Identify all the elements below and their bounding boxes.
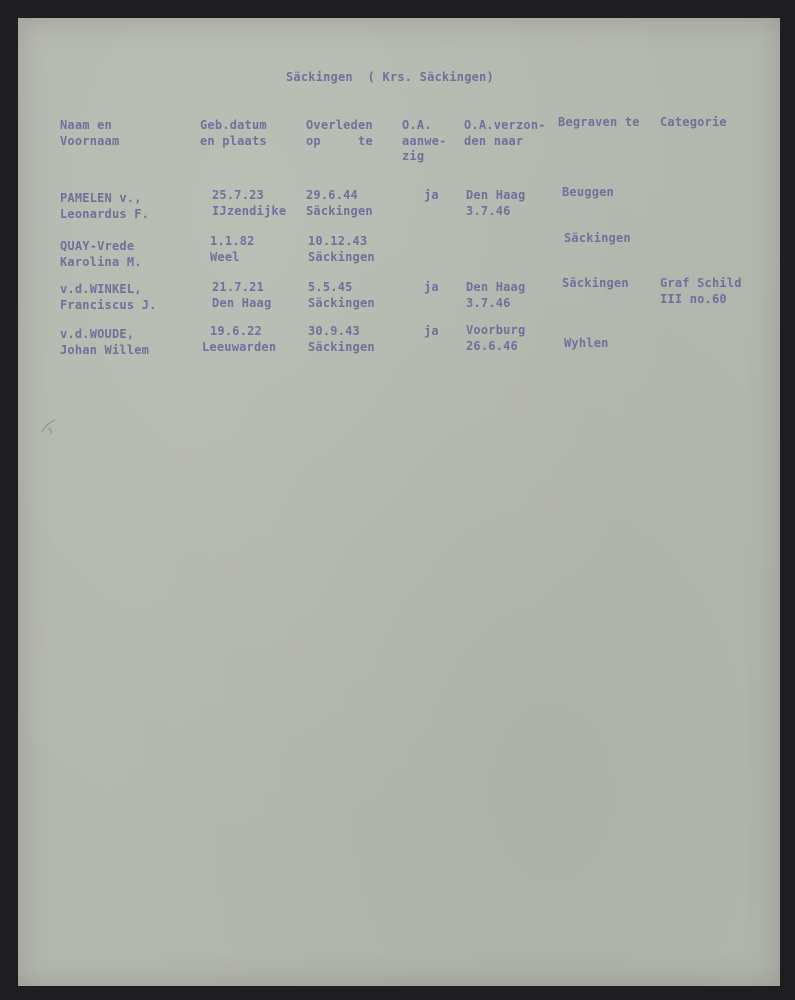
table-row-4-name-line2: Johan Willem bbox=[60, 343, 150, 357]
table-row-1-oa-sent-line2: 3.7.46 bbox=[466, 204, 511, 218]
table-row-3-oa-sent-line2: 3.7.46 bbox=[466, 296, 511, 310]
table-row-1-death-date: 29.6.44 bbox=[306, 188, 358, 202]
table-row-3-oa-sent-line1: Den Haag bbox=[466, 280, 526, 294]
header-category: Categorie bbox=[660, 115, 727, 129]
table-row-4-oa-present: ja bbox=[424, 324, 439, 338]
header-oa-present-line3: zig bbox=[402, 149, 425, 163]
header-buried: Begraven te bbox=[558, 115, 640, 129]
table-row-1-birth-date: 25.7.23 bbox=[212, 188, 264, 202]
table-row-4-death-date: 30.9.43 bbox=[308, 324, 360, 338]
table-row-1-buried: Beuggen bbox=[562, 185, 614, 199]
header-oa-sent-line1: O.A.verzon- bbox=[464, 118, 546, 132]
table-row-2-name-line1: QUAY-Vrede bbox=[60, 239, 135, 253]
header-death-line2: op te bbox=[306, 134, 373, 148]
header-birth-line1: Geb.datum bbox=[200, 118, 267, 132]
table-row-1-name-line1: PAMELEN v., bbox=[60, 191, 142, 205]
table-row-3-category-line2: III no.60 bbox=[660, 292, 727, 306]
table-row-4-oa-sent-line1: Voorburg bbox=[466, 323, 526, 337]
table-row-1-name-line2: Leonardus F. bbox=[60, 207, 150, 221]
header-oa-present-line2: aanwe- bbox=[402, 134, 447, 148]
table-row-4-buried: Wyhlen bbox=[564, 336, 609, 350]
table-row-3-name-line2: Franciscus J. bbox=[60, 298, 157, 312]
table-row-3-death-place: Säckingen bbox=[308, 296, 375, 310]
pencil-mark-icon bbox=[38, 416, 60, 438]
table-row-3-death-date: 5.5.45 bbox=[308, 280, 353, 294]
table-row-3-category-line1: Graf Schild bbox=[660, 276, 742, 290]
table-row-2-death-place: Säckingen bbox=[308, 250, 375, 264]
table-row-3-buried: Säckingen bbox=[562, 276, 629, 290]
header-name-line1: Naam en bbox=[60, 118, 112, 132]
table-row-2-birth-place: Weel bbox=[210, 250, 240, 264]
header-name-line2: Voornaam bbox=[60, 134, 120, 148]
table-row-4-name-line1: v.d.WOUDE, bbox=[60, 327, 135, 341]
table-row-4-birth-date: 19.6.22 bbox=[210, 324, 262, 338]
page-title: Säckingen ( Krs. Säckingen) bbox=[286, 70, 494, 84]
header-death-line1: Overleden bbox=[306, 118, 373, 132]
table-row-1-oa-present: ja bbox=[424, 188, 439, 202]
header-oa-sent-line2: den naar bbox=[464, 134, 524, 148]
table-row-2-birth-date: 1.1.82 bbox=[210, 234, 255, 248]
table-row-1-death-place: Säckingen bbox=[306, 204, 373, 218]
document-page bbox=[18, 18, 780, 986]
header-oa-present-line1: O.A. bbox=[402, 118, 432, 132]
table-row-1-oa-sent-line1: Den Haag bbox=[466, 188, 526, 202]
table-row-3-birth-place: Den Haag bbox=[212, 296, 272, 310]
table-row-2-name-line2: Karolina M. bbox=[60, 255, 142, 269]
table-row-4-death-place: Säckingen bbox=[308, 340, 375, 354]
table-row-2-buried: Säckingen bbox=[564, 231, 631, 245]
table-row-1-birth-place: IJzendijke bbox=[212, 204, 287, 218]
table-row-3-oa-present: ja bbox=[424, 280, 439, 294]
table-row-4-birth-place: Leeuwarden bbox=[202, 340, 277, 354]
table-row-2-death-date: 10.12.43 bbox=[308, 234, 368, 248]
table-row-3-name-line1: v.d.WINKEL, bbox=[60, 282, 142, 296]
table-row-4-oa-sent-line2: 26.6.46 bbox=[466, 339, 518, 353]
table-row-3-birth-date: 21.7.21 bbox=[212, 280, 264, 294]
header-birth-line2: en plaats bbox=[200, 134, 267, 148]
